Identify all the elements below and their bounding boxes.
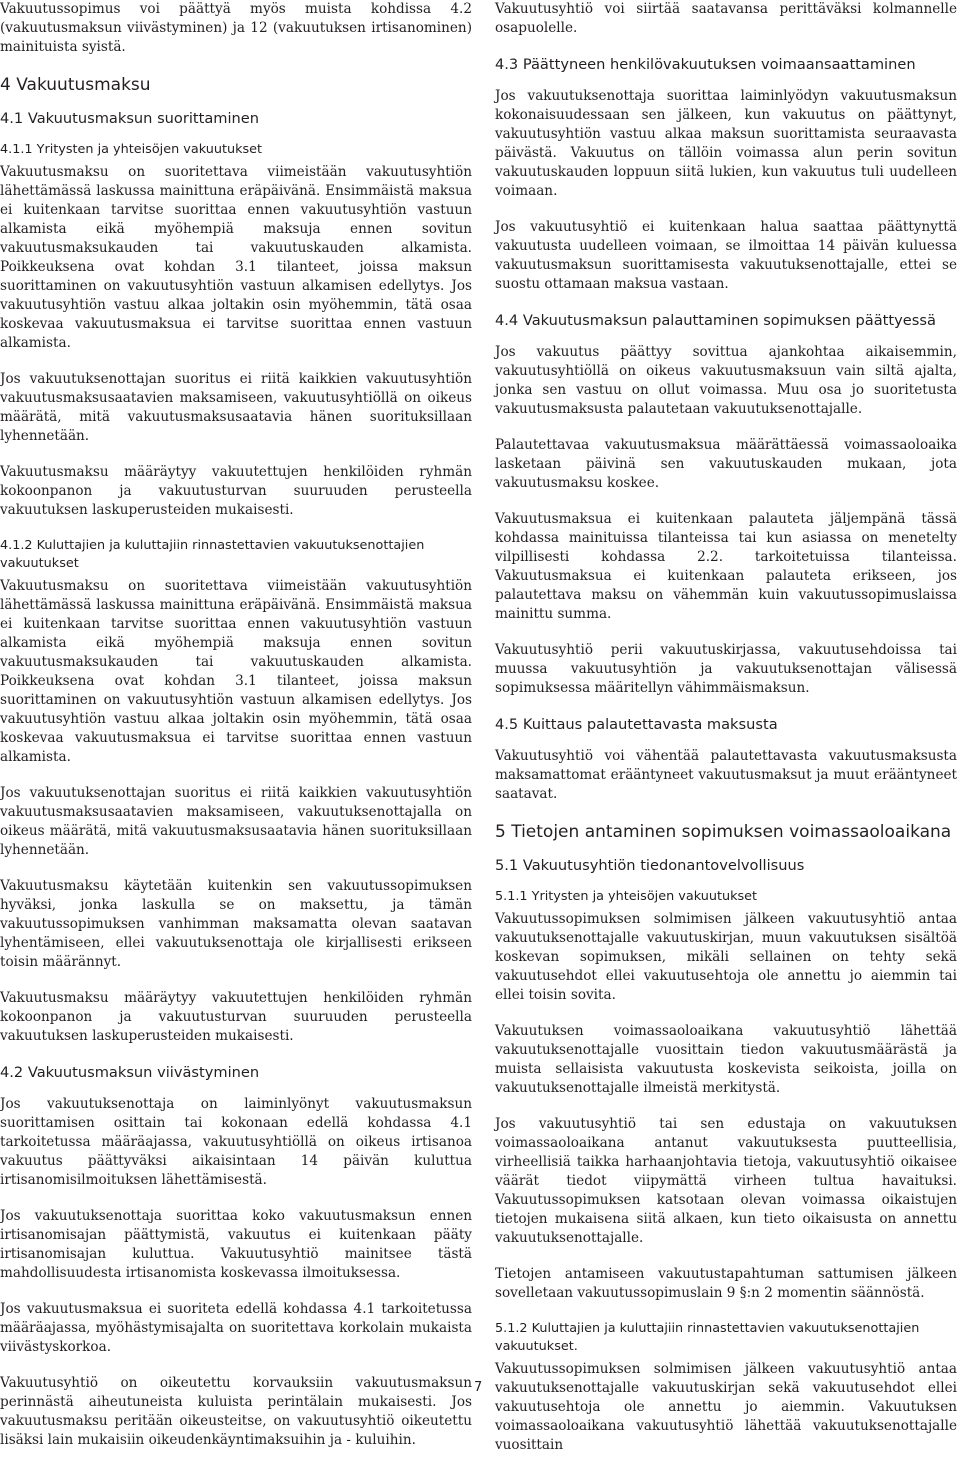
paragraph: Vakuutusmaksu on suoritettava viimeistään vakuutusyhtiön lähettämässä laskussa mainittuna eräpäivänä. Ensimmäistä maksua ei kuitenkaan tarvitse suorittaa ennen vakuutusyhtiön vastuun alkamista eikä myöhempiä maksuja ennen sovitun vakuutusmaksukauden tai vakuutuskauden alkamista. Poikkeuksena ovat kohdan 3.1 tilanteet, joissa maksun suorittaminen on vakuutusyhtiön vastuun alkamisen edellytys. Jos vakuutusyhtiön vastuu alkaa joltakin osin myöhemmin, tätä osaa koskevaa vakuutusmaksua ei tarvitse suorittaa ennen vastuun alkamista.	[0, 164, 472, 351]
paragraph: Palautettavaa vakuutusmaksua määrättäessä voimassaoloaika lasketaan päivinä sen vakuutuskauden mukaan, jota vakuutusmaksu koskee.	[495, 437, 957, 491]
paragraph: Jos vakuutus päättyy sovittua ajankohtaa aikaisemmin, vakuutusyhtiöllä on oikeus vakuutusmaksuun vain siltä ajalta, jonka sen vastuu on ollut voimassa. Muu osa jo suoritetusta vakuutusmaksusta palautetaan vakuutuksenottajalle.	[495, 344, 957, 417]
paragraph: Vakuutussopimuksen solmimisen jälkeen vakuutusyhtiö antaa vakuutuksenottajalle vakuutuskirjan sekä vakuutusehdot ellei vakuutusehtoja ole annettu jo aiemmin. Vakuutuksen voimassaoloaikana vakuutusyhtiö lähettää vakuutuksenottajalle vuosittain	[495, 1361, 957, 1453]
paragraph: Jos vakuutuksenottaja suorittaa laiminlyödyn vakuutusmaksun kokonaisuudessaan sen jälkeen, kun vakuutus on päättynyt, vakuutusyhtiön vastuu alkaa maksun suorittamista seuraavasta päivästä. Vakuutus on tällöin voimassa alun perin sovitun vakuutuskauden loppuun siitä lukien, kun vakuutus tuli uudelleen voimaan.	[495, 88, 957, 199]
paragraph: Jos vakuutuksenottaja suorittaa koko vakuutusmaksun ennen irtisanomisajan päättymistä, vakuutus ei kuitenkaan pääty irtisanomisajan kuluttua. Vakuutusyhtiö mainitsee tästä mahdollisuudesta irtisanomista koskevassa ilmoituksessa.	[0, 1208, 472, 1281]
paragraph: Jos vakuutusyhtiö ei kuitenkaan halua saattaa päättynyttä vakuutusta uudelleen voimaan, se ilmoittaa 14 päivän kuluessa vakuutusmaksun suorittamisesta vakuutuksenottajalle, ettei se suostu ottamaan maksua vastaan.	[495, 219, 957, 292]
subsection-heading: 5.1 Vakuutusyhtiön tiedonantovelvollisuus	[495, 857, 805, 874]
subsection-heading: 4.3 Päättyneen henkilövakuutuksen voimaansaattaminen	[495, 56, 916, 73]
paragraph: Vakuutusmaksu käytetään kuitenkin sen vakuutussopimuksen hyväksi, jonka laskulla se on maksettu, ja tämän vakuutussopimuksen vanhimman maksamatta olevan saatavan lyhentämiseen, ellei vakuutuksenottaja ole kirjallisesti erikseen toisin määrännyt.	[0, 878, 472, 970]
subsection-heading: 4.4 Vakuutusmaksun palauttaminen sopimuksen päättyessä	[495, 312, 936, 329]
paragraph: Vakuutusyhtiö perii vakuutuskirjassa, vakuutusehdoissa tai muussa vakuutusyhtiön ja vakuutuksenottajan välisessä sopimuksessa määritellyn vähimmäismaksun.	[495, 642, 957, 696]
paragraph: Vakuutusyhtiö voi vähentää palautettavasta vakuutusmaksusta maksamattomat erääntyneet vakuutusmaksut ja muut erääntyneet saatavat.	[495, 748, 957, 802]
subsection-heading: 4.1 Vakuutusmaksun suorittaminen	[0, 110, 260, 127]
paragraph: Vakuutussopimus voi päättyä myös muista kohdissa 4.2 (vakuutusmaksun viivästyminen) ja 12 (vakuutuksen irtisanominen) mainituista syistä.	[0, 1, 472, 55]
subsubsection-heading: 5.1.2 Kuluttajien ja kuluttajiin rinnastettavien vakuutuksenottajien vakuutukset.	[495, 1321, 920, 1354]
paragraph: Jos vakuutusyhtiö tai sen edustaja on vakuutuksen voimassaoloaikana antanut vakuutuksesta puutteellisia, virheellisiä taikka harhaanjohtavia tietoja, vakuutusyhtiö oikaisee väärät tiedot viipymättä virheen tultua havaituksi. Vakuutussopimuksen katsotaan olevan voimassa oikaistujen tietojen mukaisena siitä alkaen, kun tieto oikaisusta on annettu vakuutuksenottajalle.	[495, 1116, 957, 1246]
paragraph: Vakuutusmaksu määräytyy vakuutettujen henkilöiden ryhmän kokoonpanon ja vakuutusturvan suuruuden perusteella vakuutuksen laskuperusteiden mukaisesti.	[0, 990, 472, 1044]
paragraph: Jos vakuutusmaksua ei suoriteta edellä kohdassa 4.1 tarkoitetussa määräajassa, myöhästymisajalta on suoritettava korkolain mukaista viivästyskorkoa.	[0, 1301, 472, 1355]
paragraph: Tietojen antamiseen vakuutustapahtuman sattumisen jälkeen sovelletaan vakuutussopimuslain 9 §:n 2 momentin säännöstä.	[495, 1266, 957, 1301]
paragraph: Jos vakuutuksenottaja on laiminlyönyt vakuutusmaksun suorittamisen osittain tai kokonaan edellä kohdassa 4.1 tarkoitetussa määräajassa, vakuutusyhtiöllä on oikeus irtisanoa vakuutus päättyväksi aikaisintaan 14 päivän kuluttua irtisanomisilmoituksen lähettämisestä.	[0, 1096, 472, 1188]
section-heading: 5 Tietojen antaminen sopimuksen voimassaoloaikana	[495, 822, 952, 842]
paragraph: Vakuutuksen voimassaoloaikana vakuutusyhtiö lähettää vakuutuksenottajalle vuosittain tiedon vakuutusmäärästä ja muista sellaisista vakuutusta koskevista seikoista, joilla on vakuutuksenottajalle ilmeistä merkitystä.	[495, 1023, 957, 1096]
subsubsection-heading: 4.1.2 Kuluttajien ja kuluttajiin rinnastettavien vakuutuksenottajien vakuutukset	[0, 538, 425, 571]
subsubsection-heading: 5.1.1 Yritysten ja yhteisöjen vakuutukset	[495, 889, 758, 904]
paragraph: Jos vakuutuksenottajan suoritus ei riitä kaikkien vakuutusyhtiön vakuutusmaksusaatavien maksamiseen, vakuutuksenottajalla on oikeus määrätä, mitä vakuutusmaksusaatavia hänen suorituksillaan lyhennetään.	[0, 785, 472, 858]
paragraph: Vakuutusyhtiö on oikeutettu korvauksiin vakuutusmaksun perinnästä aiheutuneista kuluista perintälain mukaisesti. Jos vakuutusmaksu peritään oikeusteitse, on vakuutusyhtiö oikeutettu lisäksi lain mukaisiin oikeudenkäyntimaksuihin ja - kuluihin.	[0, 1375, 472, 1448]
paragraph: Vakuutusmaksua ei kuitenkaan palauteta jäljempänä tässä kohdassa mainituissa tilanteissa tai kun asiassa on menetelty vilpillisesti kohdassa 2.2. tarkoitetuissa tilanteissa. Vakuutusmaksua ei kuitenkaan palauteta erikseen, jos palautettava maksu on vähemmän kuin vakuutussopimuslaissa mainittu summa.	[495, 511, 957, 622]
paragraph: Vakuutusmaksu määräytyy vakuutettujen henkilöiden ryhmän kokoonpanon ja vakuutusturvan suuruuden perusteella vakuutuksen laskuperusteiden mukaisesti.	[0, 464, 472, 518]
paragraph: Jos vakuutuksenottajan suoritus ei riitä kaikkien vakuutusyhtiön vakuutusmaksusaatavien maksamiseen, vakuutusyhtiöllä on oikeus määrätä, mitä vakuutusmaksusaatavia hänen suorituksillaan lyhennetään.	[0, 371, 472, 444]
left-column	[0, 0, 472, 1467]
right-column	[495, 0, 957, 1472]
subsection-heading: 4.5 Kuittaus palautettavasta maksusta	[495, 716, 778, 733]
paragraph: Vakuutussopimuksen solmimisen jälkeen vakuutusyhtiö antaa vakuutuksenottajalle vakuutuskirjan, muun vakuutuksen sisältöä koskevan sopimuksen, mikäli sellainen on tehty sekä vakuutusehdot ellei vakuutusehtoja ole annettu jo aiemmin tai ellei toisin sovita.	[495, 911, 957, 1003]
subsection-heading: 4.2 Vakuutusmaksun viivästyminen	[0, 1064, 260, 1081]
section-heading: 4 Vakuutusmaksu	[0, 75, 151, 95]
paragraph: Vakuutusmaksu on suoritettava viimeistään vakuutusyhtiön lähettämässä laskussa mainittuna eräpäivänä. Ensimmäistä maksua ei kuitenkaan tarvitse suorittaa ennen vakuutusyhtiön vastuun alkamista eikä myöhempiä maksuja ennen sovitun vakuutusmaksukauden tai vakuutuskauden alkamista. Poikkeuksena ovat kohdan 3.1 tilanteet, joissa maksun suorittaminen on vakuutusyhtiön vastuun alkamisen edellytys. Jos vakuutusyhtiön vastuu alkaa joltakin osin myöhemmin, tätä osaa koskevaa vakuutusmaksua ei tarvitse suorittaa ennen vastuun alkamista.	[0, 578, 472, 765]
paragraph: Vakuutusyhtiö voi siirtää saatavansa perittäväksi kolmannelle osapuolelle.	[495, 1, 957, 36]
subsubsection-heading: 4.1.1 Yritysten ja yhteisöjen vakuutukset	[0, 142, 263, 157]
page-number: 7	[474, 1380, 483, 1395]
